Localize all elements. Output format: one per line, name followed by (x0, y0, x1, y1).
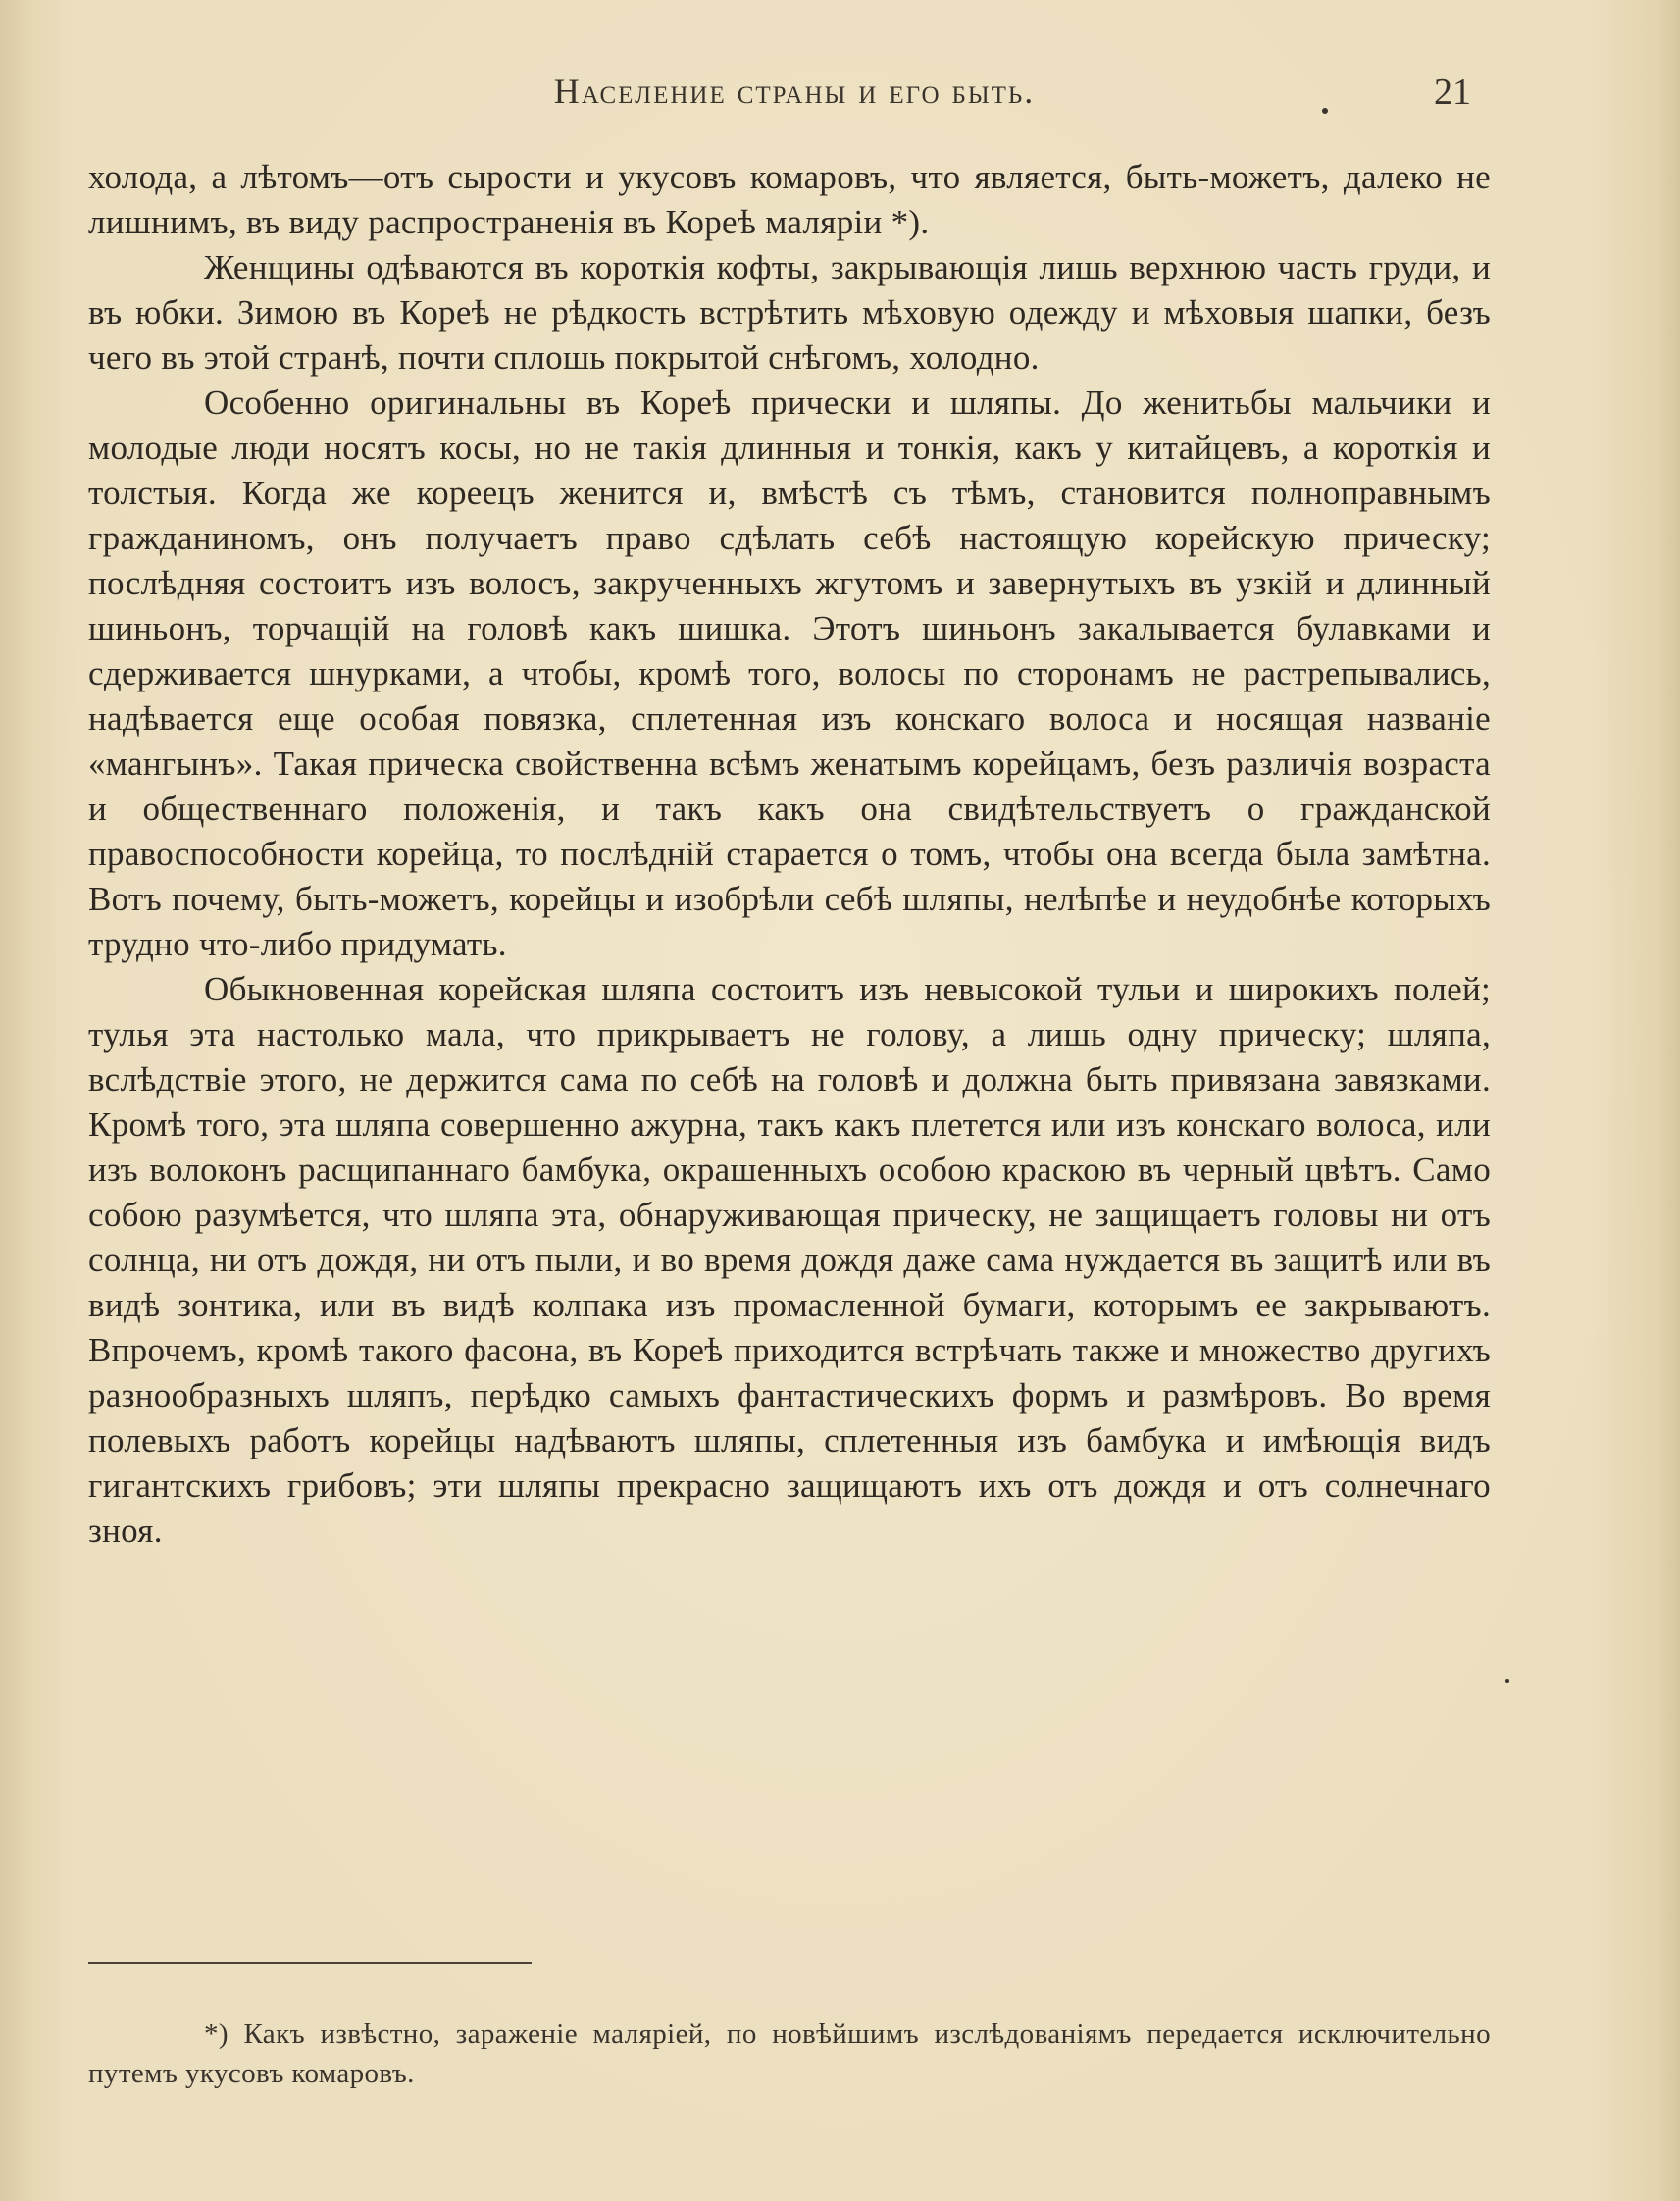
page-header (88, 71, 1501, 120)
footnote: *) Какъ извѣстно, зараженіе маляріей, по новѣйшимъ изслѣдованіямъ передается исключительно путемъ укусовъ комаровъ. (88, 2019, 1491, 2089)
ink-speck (1505, 1679, 1509, 1683)
ink-speck (1322, 108, 1328, 114)
page-number: 21 (1434, 72, 1471, 113)
body-text (88, 155, 1491, 1554)
paragraph: Обыкновенная корейская шляпа состоитъ изъ невысокой тульи и широкихъ полей; тулья эта настолько мала, что прикрываетъ не голову, а лишь одну прическу; шляпа, вслѣдствіе этого, не держится сама по себѣ на головѣ и должна быть привязана завязками. Кромѣ того, эта шляпа совершенно ажурна, такъ какъ плетется или изъ конскаго волоса, или изъ волоконъ расщипаннаго бамбука, окрашенныхъ особою краскою въ черный цвѣтъ. Само собою разумѣется, что шляпа эта, обнаруживающая прическу, не защищаетъ головы ни отъ солнца, ни отъ дождя, ни отъ пыли, и во время дождя даже сама нуждается въ защитѣ или въ видѣ зонтика, или въ видѣ колпака изъ промасленной бумаги, которымъ ее закрываютъ. Впрочемъ, кромѣ такого фасона, въ Кореѣ приходится встрѣчать также и множество другихъ разнообразныхъ шляпъ, перѣдко самыхъ фантастическихъ формъ и размѣровъ. Во время полевыхъ работъ корейцы надѣваютъ шляпы, сплетенныя изъ бамбука и имѣющія видъ гигантскихъ грибовъ; эти шляпы прекрасно защищаютъ ихъ отъ дождя и отъ солнечнаго зноя. (88, 970, 1491, 1550)
running-title: Население страны и его быть. (553, 72, 1036, 111)
paragraph: холода, а лѣтомъ—отъ сырости и укусовъ комаровъ, что является, быть-можетъ, далеко не лишнимъ, въ виду распространенія въ Кореѣ маляріи *). (88, 158, 1491, 241)
paragraph: Особенно оригинальны въ Кореѣ прически и шляпы. До женитьбы мальчики и молодые люди носятъ косы, но не такія длинныя и тонкія, какъ у китайцевъ, а короткія и толстыя. Когда же кореецъ женится и, вмѣстѣ съ тѣмъ, становится полноправнымъ гражданиномъ, онъ получаетъ право сдѣлать себѣ настоящую корейскую прическу; послѣдняя состоитъ изъ волосъ, закрученныхъ жгутомъ и завернутыхъ въ узкій и длинный шиньонъ, торчащій на головѣ какъ шишка. Этотъ шиньонъ закалывается булавками и сдерживается шнурками, а чтобы, кромѣ того, волосы по сторонамъ не растрепывались, надѣвается еще особая повязка, сплетенная изъ конскаго волоса и носящая названіе «мангынъ». Такая прическа свойственна всѣмъ женатымъ корейцамъ, безъ различія возраста и общественнаго положенія, и такъ какъ она свидѣтельствуетъ о гражданской правоспособности корейца, то послѣдній старается о томъ, чтобы она всегда была замѣтна. Вотъ почему, быть-можетъ, корейцы и изобрѣли себѣ шляпы, нелѣпѣе и неудобнѣе которыхъ трудно что-либо придумать. (88, 384, 1491, 963)
paragraph: Женщины одѣваются въ короткія кофты, закрывающія лишь верхнюю часть груди, и въ юбки. Зимою въ Кореѣ не рѣдкость встрѣтить мѣховую одежду и мѣховыя шапки, безъ чего въ этой странѣ, почти сплошь покрытой снѣгомъ, холодно. (88, 248, 1491, 377)
footnote-divider (88, 1962, 532, 1964)
